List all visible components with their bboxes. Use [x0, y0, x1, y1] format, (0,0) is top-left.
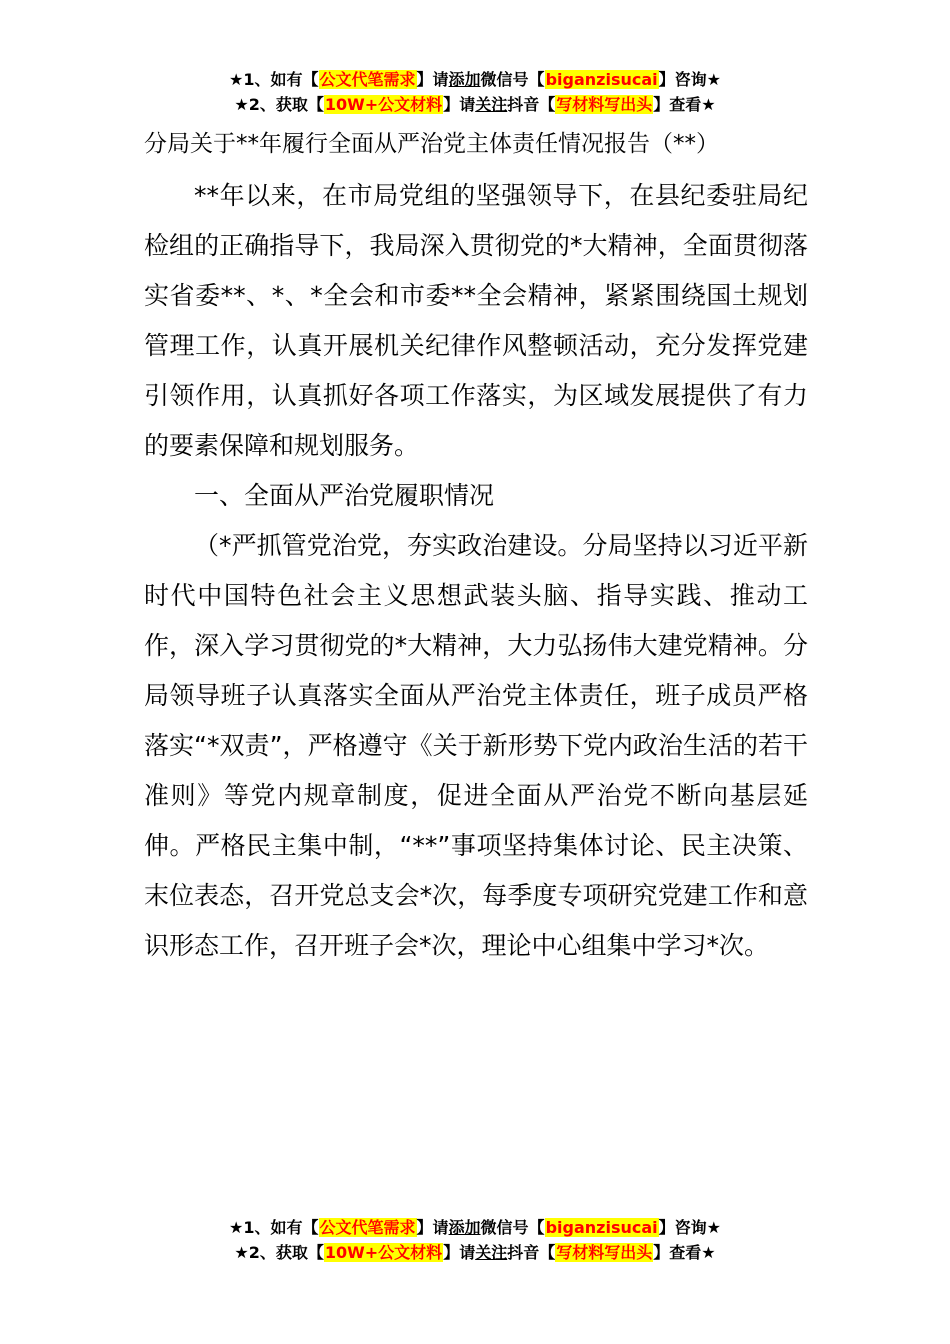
highlight-wechat-id: biganzisucai: [545, 1218, 658, 1237]
document-title: 分局关于**年履行全面从严治党主体责任情况报告（**）: [144, 131, 719, 157]
document-body: [144, 171, 808, 971]
promo-line-1: ★1、如有【公文代笔需求】请添加微信号【biganzisucai】咨询★: [229, 70, 721, 89]
paragraph-intro: **年以来，在市局党组的坚强领导下，在县纪委驻局纪检组的正确指导下，我局深入贯彻党的*大精神，全面贯彻落实省委**、*、*全会和市委**全会精神，紧紧围绕国土规划管理工作，认真开展机关纪律作风整顿活动，充分发挥党建引领作用，认真抓好各项工作落实，为区域发展提供了有力的要素保障和规划服务。: [144, 181, 808, 460]
star-icon: ★: [706, 1218, 721, 1237]
highlight-materials: 10W+公文材料: [324, 95, 443, 114]
star-icon: ★: [229, 70, 244, 89]
promo-line-1: ★1、如有【公文代笔需求】请添加微信号【biganzisucai】咨询★: [229, 1218, 721, 1237]
highlight-materials: 10W+公文材料: [324, 1243, 443, 1262]
promo-banner-top: [0, 67, 950, 117]
star-icon: ★: [234, 1243, 249, 1262]
highlight-service: 公文代笔需求: [319, 1218, 416, 1237]
star-icon: ★: [229, 1218, 244, 1237]
star-icon: ★: [706, 70, 721, 89]
star-icon: ★: [701, 95, 716, 114]
paragraph-political-building: （*严抓管党治党，夯实政治建设。分局坚持以习近平新时代中国特色社会主义思想武装头脑、指导实践、推动工作，深入学习贯彻党的*大精神，大力弘扬伟大建党精神。分局领导班子认真落实全面从严治党主体责任，班子成员严格落实“*双责”，严格遵守《关于新形势下党内政治生活的若干准则》等党内规章制度，促进全面从严治党不断向基层延伸。严格民主集中制，“**”事项坚持集体讨论、民主决策、末位表态，召开党总支会*次，每季度专项研究党建工作和意识形态工作，召开班子会*次，理论中心组集中学习*次。: [144, 531, 808, 960]
star-icon: ★: [234, 95, 249, 114]
star-icon: ★: [701, 1243, 716, 1262]
highlight-douyin: 写材料写出头: [556, 95, 653, 114]
section-heading: 一、全面从严治党履职情况: [194, 481, 495, 510]
highlight-douyin: 写材料写出头: [556, 1243, 653, 1262]
promo-banner-bottom: [0, 1215, 950, 1265]
highlight-service: 公文代笔需求: [319, 70, 416, 89]
highlight-wechat-id: biganzisucai: [545, 70, 658, 89]
promo-line-2: ★2、获取【10W+公文材料】请关注抖音【写材料写出头】查看★: [234, 95, 716, 114]
promo-line-2: ★2、获取【10W+公文材料】请关注抖音【写材料写出头】查看★: [234, 1243, 716, 1262]
